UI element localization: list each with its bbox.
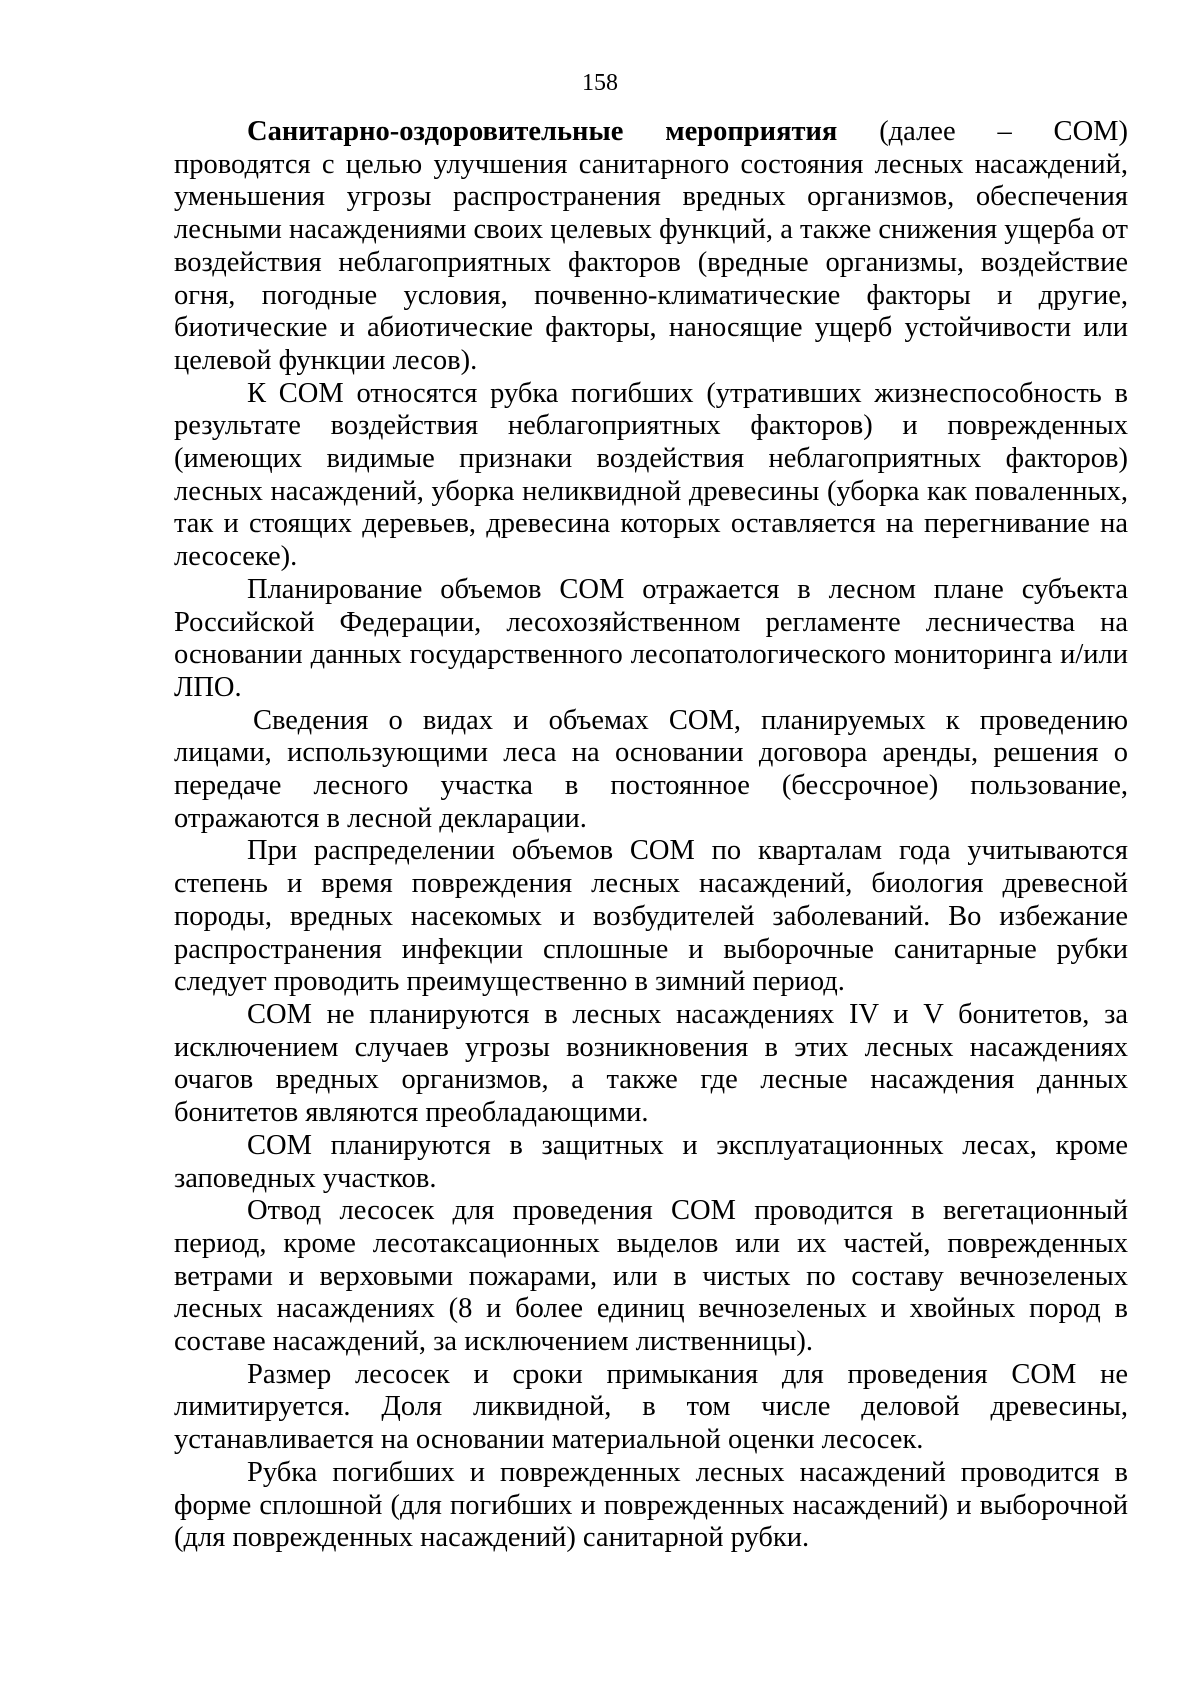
paragraph-som-felling	[174, 1457, 1128, 1555]
paragraph-text: Размер лесосек и сроки примыкания для проведения СОМ не лимитируется. Доля ликвидной, в том числе деловой древесины, устанавливается на основании материальной оценки лесосек.	[174, 1358, 1128, 1456]
paragraph-som-forests	[174, 1130, 1128, 1195]
paragraph-som-size	[174, 1359, 1128, 1457]
paragraph-som-bonitet	[174, 999, 1128, 1130]
paragraph-som-planning	[174, 574, 1128, 705]
document-body	[174, 116, 1128, 1555]
paragraph-som-declaration	[174, 705, 1128, 836]
paragraph-text: СОМ не планируются в лесных насаждениях IV и V бонитетов, за исключением случаев угрозы возникновения в этих лесных насаждениях очагов вредных организмов, а также где лесные насаждения данных бонитетов являются преобладающими.	[174, 998, 1128, 1129]
paragraph-text: (далее – СОМ) проводятся с целью улучшения санитарного состояния лесных насаждений, уменьшения угрозы распространения вредных организмов, обеспечения лесными насаждениями своих целевых функций, а также снижения ущерба от воздействия неблагоприятных факторов (вредные организмы, воздействие огня, погодные условия, почвенно-климатические факторы и другие, биотические и абиотические факторы, наносящие ущерб устойчивости или целевой функции лесов).	[174, 116, 1128, 376]
paragraph-text: Отвод лесосек для проведения СОМ проводится в вегетационный период, кроме лесотаксационных выделов или их частей, поврежденных ветрами и верховыми пожарами, или в чистых по составу вечнозеленых лесных насаждениях (8 и более единиц вечнозеленых и хвойных пород в составе насаждений, за исключением лиственницы).	[174, 1195, 1128, 1358]
bold-term: Санитарно-оздоровительные мероприятия	[247, 116, 838, 147]
paragraph-som-distribution	[174, 835, 1128, 999]
paragraph-text: К СОМ относятся рубка погибших (утративших жизнеспособность в результате воздействия неблагоприятных факторов) и поврежденных (имеющих видимые признаки воздействия неблагоприятных факторов) лесных насаждений, уборка неликвидной древесины (уборка как поваленных, так и стоящих деревьев, древесина которых оставляется на перегнивание на лесосеке).	[174, 377, 1128, 573]
paragraph-som-includes	[174, 378, 1128, 574]
paragraph-text: Планирование объемов СОМ отражается в лесном плане субъекта Российской Федерации, лесохозяйственном регламенте лесничества на основании данных государственного лесопатологического мониторинга и/или ЛПО.	[174, 573, 1128, 703]
page-number: 158	[582, 70, 618, 96]
paragraph-text: Сведения о видах и объемах СОМ, планируемых к проведению лицами, использующими леса на основании договора аренды, решения о передаче лесного участка в постоянное (бессрочное) пользование, отражаются в лесной декларации.	[174, 704, 1128, 834]
paragraph-som-allotment	[174, 1195, 1128, 1359]
paragraph-text: СОМ планируются в защитных и эксплуатационных лесах, кроме заповедных участков.	[174, 1129, 1128, 1194]
paragraph-text: При распределении объемов СОМ по кварталам года учитываются степень и время повреждения лесных насаждений, биология древесной породы, вредных насекомых и возбудителей заболеваний. Во избежание распространения инфекции сплошные и выборочные санитарные рубки следует проводить преимущественно в зимний период.	[174, 835, 1128, 998]
paragraph-text: Рубка погибших и поврежденных лесных насаждений проводится в форме сплошной (для погибших и поврежденных насаждений) и выборочной (для поврежденных насаждений) санитарной рубки.	[174, 1456, 1128, 1554]
paragraph-som-definition	[174, 116, 1128, 378]
